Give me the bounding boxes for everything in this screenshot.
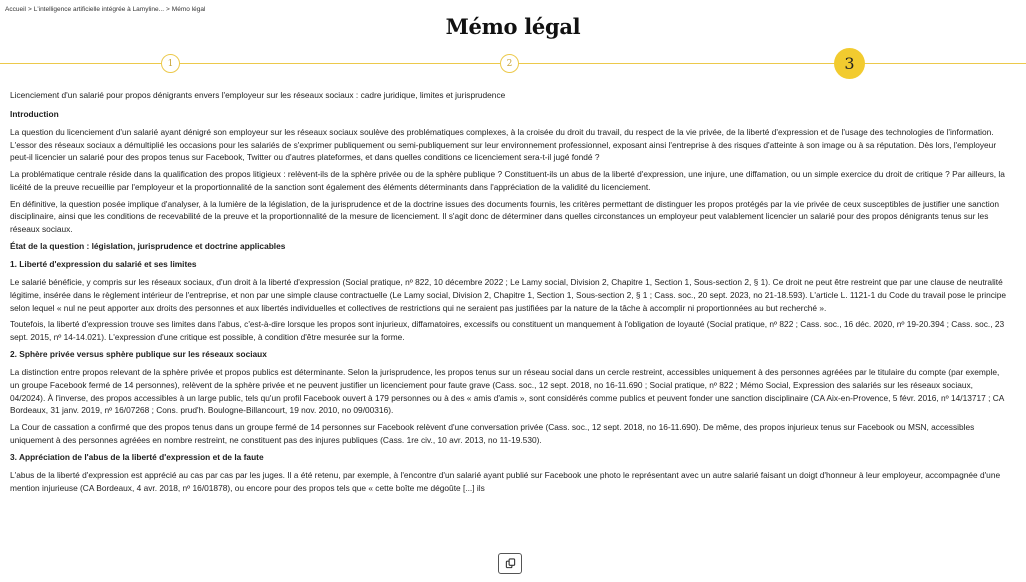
page-title: Mémo légal — [445, 14, 581, 39]
section-1-paragraph: Le salarié bénéficie, y compris sur les réseaux sociaux, d'un droit à la liberté d'expression (Social pratique, nº 822, 10 décembre 2022 ; Le Lamy social, Division 2, Chapitre 1, Section 1, Sous-section 2, § 1). Ce droit ne peut être restreint que par une clause de neutralité légitime, insérée dans le règlement intérieur de l'entreprise, et non par une simple clause contractuelle (Le Lamy social, Division 2, Chapitre 1, Section 1, Sous-section 2, § 1 ; Cass. soc., 20 sept. 2023, no 21-18.593). L'article L. 1121-1 du Code du travail pose le principe selon lequel « nul ne peut apporter aux droits des personnes et aux libertés individuelles et collectives de restrictions qui ne seraient pas justifiées par la nature de la tâche à accomplir ni proportionnées au but recherché ». — [10, 277, 1007, 313]
memo-subject: Licenciement d'un salarié pour propos dénigrants envers l'employeur sur les réseaux sociaux : cadre juridique, limites et jurisprudence — [10, 90, 506, 100]
breadcrumb-home[interactable]: Accueil — [5, 6, 26, 13]
intro-paragraph: En définitive, la question posée implique d'analyser, à la lumière de la législation, de la jurisprudence et de la doctrine issues des documents fournis, les critères permettant de distinguer les propos protégés par la vie privée de ceux susceptibles de justifier une sanction disciplinaire, ainsi que les conditions de recevabilité de la preuve et la proportionnalité de la mesure de licenciement. Il s'agit donc de déterminer dans quelles circonstances un employeur peut valablement licencier un salarié pour des propos dénigrants tenus sur les réseaux sociaux. — [10, 198, 1000, 234]
section-2-paragraph: La distinction entre propos relevant de la sphère privée et propos publics est déterminante. Selon la jurisprudence, les propos tenus sur un réseau social dans un cercle restreint, accessibles uniquement à des personnes agréées par le titulaire du compte (par exemple, un groupe Facebook fermé de 14 personnes), relèvent de la sphère privée et ne peuvent justifier un licenciement pour faute grave (Cass. soc., 12 sept. 2018, no 16-11.690 ; Social pratique, nº 822 ; Mémo Social, Expression des salariés sur les réseaux sociaux, 04/2024). À l'inverse, des propos accessibles à un large public, tels qu'un profil Facebook ouvert à 179 personnes ou à des « amis d'amis », sont considérés comme publics et peuvent fonder une sanction disciplinaire (CA Aix-en-Provence, 5 févr. 2016, nº 14/13717 ; CA Bordeaux, 31 janv. 2019, nº 16/07268 ; Cons. prud'h. Boulogne-Billancourt, 19 nov. 2010, no 09/00316). — [10, 367, 1004, 416]
breadcrumb-separator: > — [27, 6, 32, 13]
introduction-heading: Introduction — [10, 108, 59, 119]
step-3-active[interactable]: 3 — [834, 48, 865, 79]
section-3-paragraph: L'abus de la liberté d'expression est apprécié au cas par cas par les juges. Il a été retenu, par exemple, à l'encontre d'un salarié ayant publié sur Facebook une photo le représentant avec un autre salarié faisant un doigt d'honneur à leur employeur, accompagnée d'une mention injurieuse (CA Bordeaux, 4 avr. 2018, nº 16/01878), ou encore pour des propos tels que « cette boîte me dégoûte [...] ils — [10, 469, 1001, 493]
intro-paragraph: La problématique centrale réside dans la qualification des propos litigieux : relèvent-ils de la sphère privée ou de la sphère publique ? Constituent-ils un abus de la liberté d'expression, une injure, une diffamation, ou un simple exercice du droit de critique ? Par ailleurs, la licéité de la preuve recueillie par l'employeur et la proportionnalité de la sanction sont également des éléments déterminants dans l'appréciation de la validité du licenciement. — [10, 169, 1005, 192]
progress-stepper — [0, 51, 1026, 77]
copy-icon — [505, 558, 516, 569]
section-3-heading: 3. Appréciation de l'abus de la liberté d'expression et de la faute — [10, 451, 264, 462]
breadcrumb-parent[interactable]: L'intelligence artificielle intégrée à Lamyline... — [33, 6, 164, 13]
intro-paragraph: La question du licenciement d'un salarié ayant dénigré son employeur sur les réseaux sociaux soulève des problématiques complexes, à la croisée du droit du travail, du respect de la vie privée, de la liberté d'expression et de l'usage des technologies de l'information. L'essor des réseaux sociaux a démultiplié les occasions pour les salariés de s'exprimer publiquement ou semi-publiquement sur leur environnement professionnel, exposant ainsi l'entreprise à des risques d'atteinte à son image ou à sa réputation. Dès lors, l'employeur peut-il licencier un salarié pour des propos tenus sur Facebook, Twitter ou d'autres plateformes, et dans quelles conditions ce licenciement sera-t-il jugé fondé ? — [10, 126, 997, 163]
step-2[interactable]: 2 — [500, 54, 519, 73]
step-1[interactable]: 1 — [161, 54, 180, 73]
section-1-heading: 1. Liberté d'expression du salarié et ses limites — [10, 259, 197, 270]
breadcrumb-current: Mémo légal — [171, 6, 206, 13]
section-1-paragraph: Toutefois, la liberté d'expression trouve ses limites dans l'abus, c'est-à-dire lorsque les propos sont injurieux, diffamatoires, excessifs ou constituent un manquement à l'obligation de loyauté (Social pratique, nº 822 ; Cass. soc., 16 déc. 2020, nº 19-20.394 ; Cass. soc., 23 sept. 2015, nº 14-14.021). L'expression d'une critique est possible, à condition d'être mesurée sur la forme. — [10, 319, 1005, 343]
breadcrumb — [5, 6, 205, 13]
breadcrumb-separator: > — [166, 6, 170, 13]
memo-content — [10, 89, 1008, 498]
state-heading: État de la question : législation, jurisprudence et doctrine applicables — [10, 240, 286, 251]
section-2-paragraph: La Cour de cassation a confirmé que des propos tenus dans un groupe fermé de 14 personnes sur Facebook relèvent d'une conversation privée (Cass. soc., 12 sept. 2018, no 16-11.690). De même, des propos injurieux tenus sur Facebook ou MSN, accessibles uniquement à des personnes agréées en nombre restreint, ne constituent pas des injures publiques (Cass. 1re civ., 10 avr. 2013, no 11-19.530). — [10, 422, 975, 445]
section-2-heading: 2. Sphère privée versus sphère publique sur les réseaux sociaux — [10, 348, 267, 359]
copy-button[interactable] — [498, 553, 522, 574]
